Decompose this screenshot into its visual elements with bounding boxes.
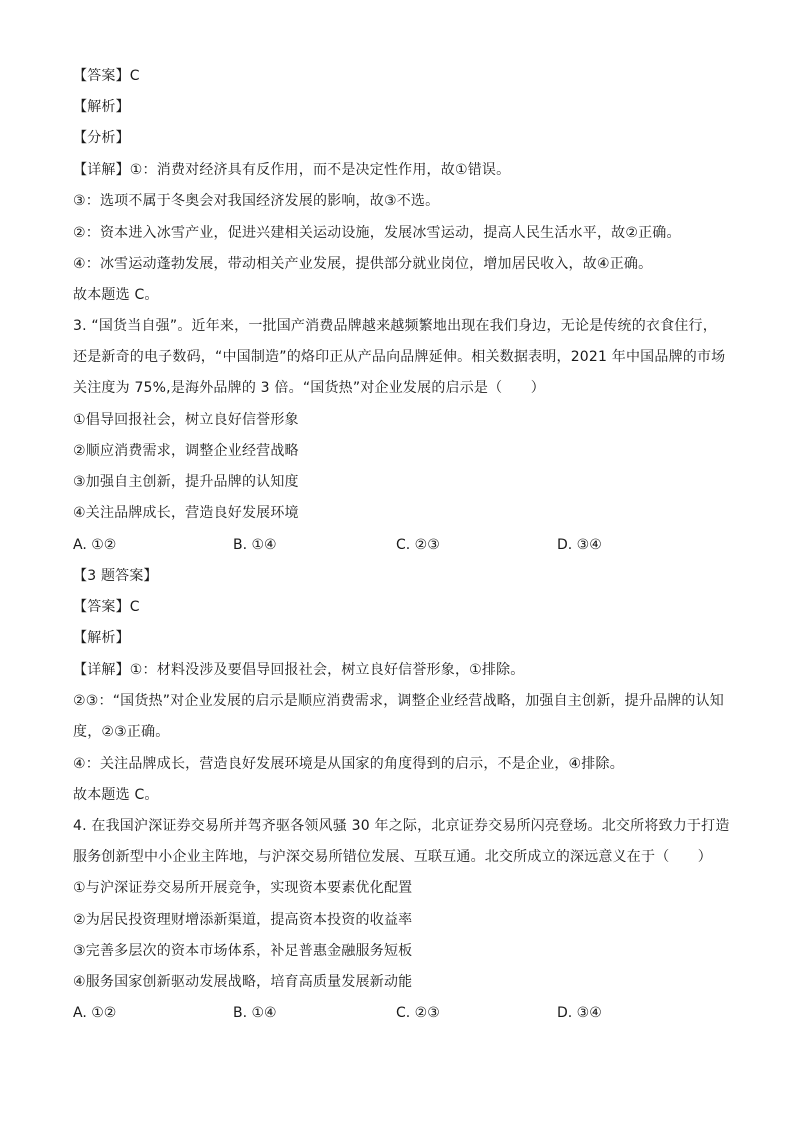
answer-line: 【答案】C: [73, 68, 140, 84]
analysis-heading: 【解析】: [73, 630, 130, 646]
detail-line: ②③：“国货热”对企业发展的启示是顺应消费需求，调整企业经营战略，加强自主创新，提升品牌的认知: [73, 693, 725, 709]
question-stem: 4. 在我国沪深证券交易所并驾齐驱各领风骚 30 年之际，北京证券交易所闪亮登场。北交所将致力于打造: [73, 818, 730, 834]
option-a: A. ①②: [73, 537, 117, 553]
option-c: C. ②③: [396, 1005, 440, 1021]
question-item: ①倡导回报社会，树立良好信誉形象: [73, 412, 299, 428]
detail-line: 度，②③正确。: [73, 724, 170, 740]
detail-line: 【详解】①：消费对经济具有反作用，而不是决定性作用，故①错误。: [73, 162, 511, 178]
option-c: C. ②③: [396, 537, 440, 553]
question-stem: 关注度为 75%,是海外品牌的 3 倍。“国货热”对企业发展的启示是（ ）: [73, 380, 545, 396]
question-item: ③完善多层次的资本市场体系，补足普惠金融服务短板: [73, 943, 413, 959]
question-item: ③加强自主创新，提升品牌的认知度: [73, 474, 299, 490]
detail-line: ④：关注品牌成长，营造良好发展环境是从国家的角度得到的启示，不是企业，④排除。: [73, 756, 624, 772]
detail-line: ②：资本进入冰雪产业，促进兴建相关运动设施，发展冰雪运动，提高人民生活水平，故②正确。: [73, 225, 681, 241]
answer-heading: 【3 题答案】: [73, 568, 158, 584]
question-item: ②顺应消费需求，调整企业经营战略: [73, 443, 299, 459]
detail-line: ④：冰雪运动蓬勃发展，带动相关产业发展，提供部分就业岗位，增加居民收入，故④正确。: [73, 256, 653, 272]
conclusion-line: 故本题选 C。: [73, 287, 159, 303]
option-b: B. ①④: [233, 537, 277, 553]
answer-line: 【答案】C: [73, 599, 140, 615]
question-item: ②为居民投资理财增添新渠道，提高资本投资的收益率: [73, 912, 413, 928]
option-a: A. ①②: [73, 1005, 117, 1021]
fenxi-heading: 【分析】: [73, 130, 130, 146]
question-item: ④关注品牌成长，营造良好发展环境: [73, 505, 299, 521]
question-stem: 还是新奇的电子数码，“中国制造”的烙印正从产品向品牌延伸。相关数据表明，2021 年中国品牌的市场: [73, 349, 726, 365]
option-d: D. ③④: [557, 1005, 602, 1021]
detail-line: 【详解】①：材料没涉及要倡导回报社会，树立良好信誉形象，①排除。: [73, 662, 525, 678]
question-item: ④服务国家创新驱动发展战略，培育高质量发展新动能: [73, 974, 413, 990]
question-item: ①与沪深证券交易所开展竞争，实现资本要素优化配置: [73, 880, 413, 896]
detail-line: ③：选项不属于冬奥会对我国经济发展的影响，故③不选。: [73, 193, 440, 209]
question-stem: 3. “国货当自强”。近年来，一批国产消费品牌越来越频繁地出现在我们身边，无论是传统的衣食住行，: [73, 318, 717, 334]
analysis-heading: 【解析】: [73, 99, 130, 115]
option-d: D. ③④: [557, 537, 602, 553]
option-b: B. ①④: [233, 1005, 277, 1021]
question-stem: 服务创新型中小企业主阵地，与沪深交易所错位发展、互联互通。北交所成立的深远意义在于（ ）: [73, 849, 712, 865]
conclusion-line: 故本题选 C。: [73, 787, 159, 803]
